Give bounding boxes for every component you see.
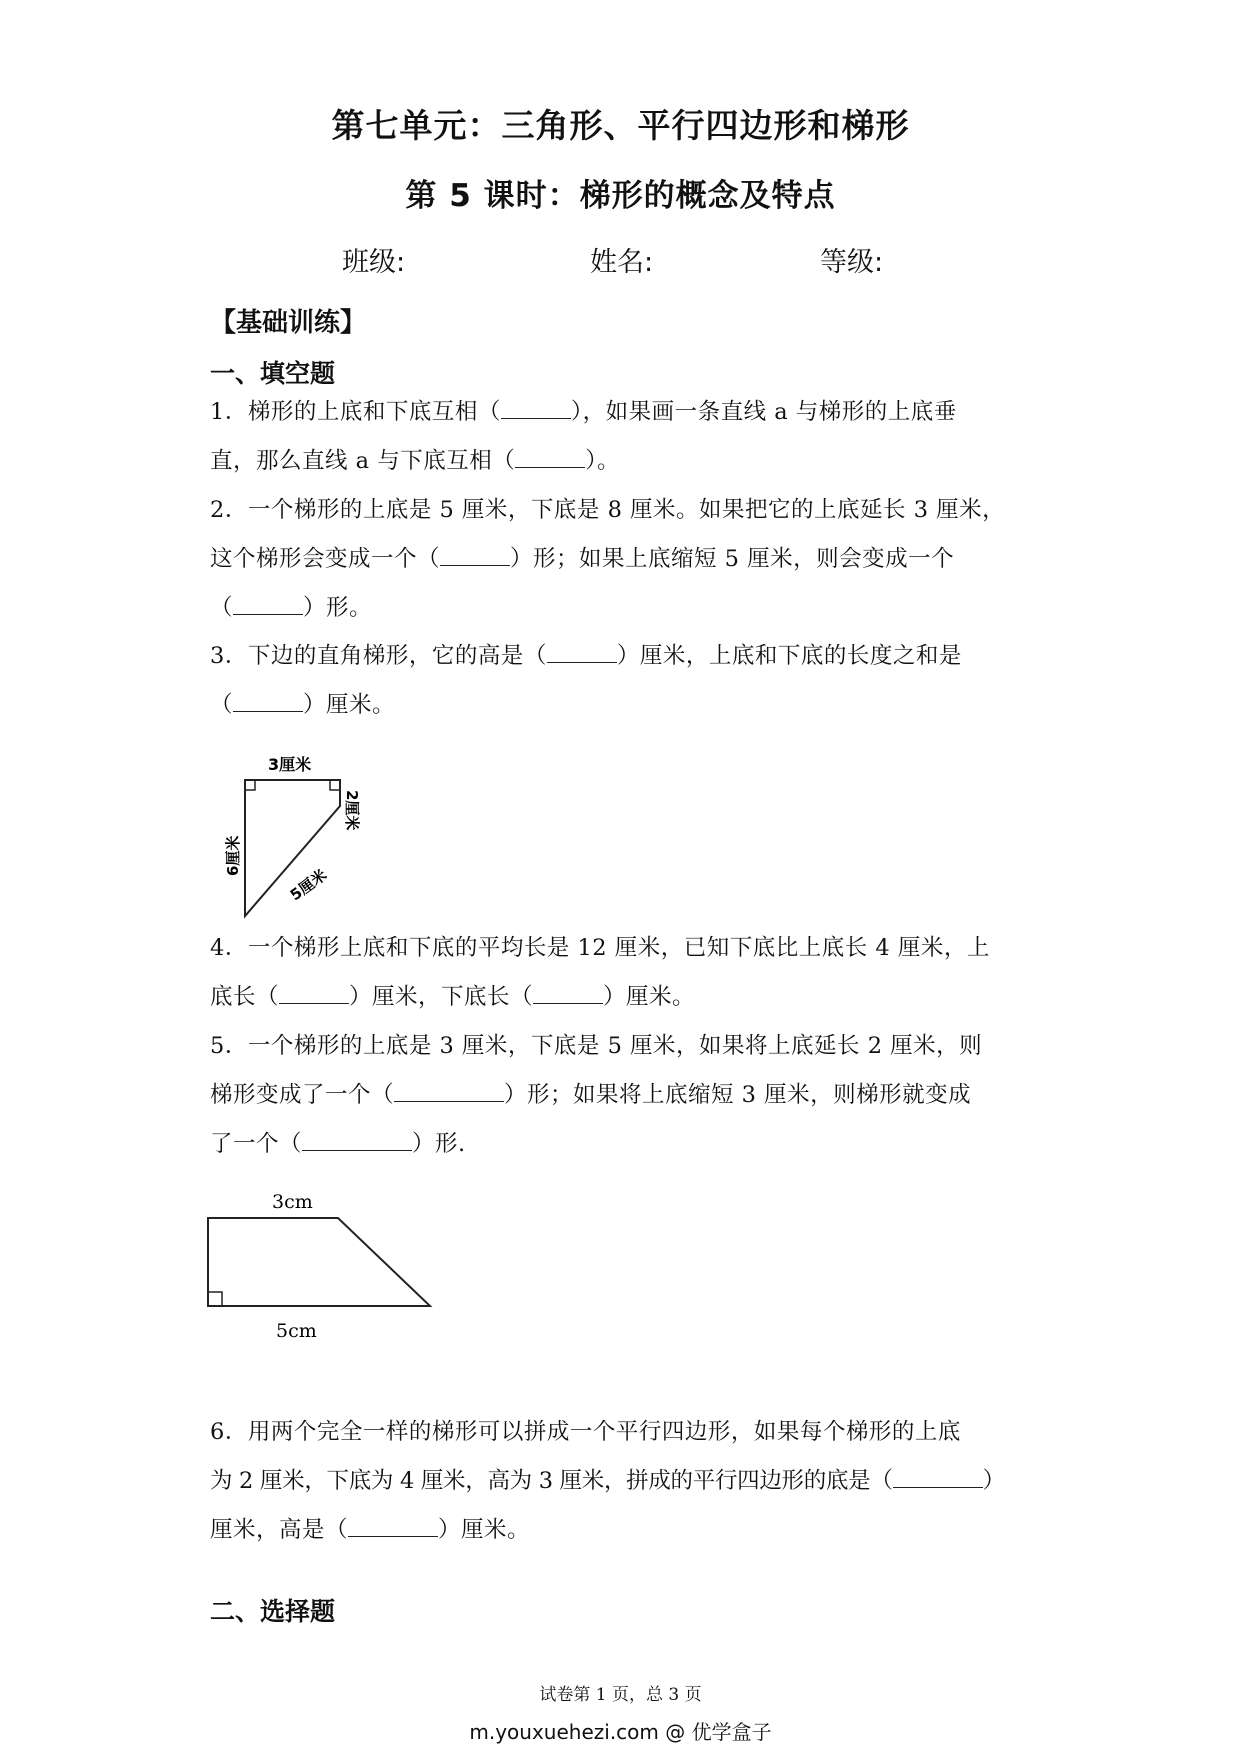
q3-text-d: ）厘米。 xyxy=(303,692,396,718)
label-bottom-5cm: 5cm xyxy=(276,1320,317,1340)
q3-blank-2[interactable] xyxy=(233,689,303,713)
q4-text-b: 底长（ xyxy=(210,984,280,1010)
section-fill-in: 一、填空题 xyxy=(210,359,336,388)
q4-blank-1[interactable] xyxy=(279,981,349,1005)
question-6 xyxy=(210,1408,1040,1555)
q6-text-a: 6．用两个完全一样的梯形可以拼成一个平行四边形，如果每个梯形的上底 xyxy=(210,1419,961,1445)
q4-text-c: ）厘米，下底长（ xyxy=(349,984,534,1010)
q2-text-d: （ xyxy=(210,595,234,621)
q5-text-e: ）形. xyxy=(412,1131,466,1157)
q1-blank-1[interactable] xyxy=(501,396,571,420)
label-slant-5cm: 5厘米 xyxy=(286,865,331,905)
q4-text-a: 4．一个梯形上底和下底的平均长是 12 厘米，已知下底比上底长 4 厘米，上 xyxy=(210,935,990,961)
q5-text-a: 5．一个梯形的上底是 3 厘米，下底是 5 厘米，如果将上底延长 2 厘米，则 xyxy=(210,1033,983,1059)
trapezoid-cm-outline xyxy=(208,1218,430,1306)
q3-blank-1[interactable] xyxy=(547,640,617,664)
question-5 xyxy=(210,1022,1040,1169)
q2-text-a: 2．一个梯形的上底是 5 厘米，下底是 8 厘米。如果把它的上底延长 3 厘米， xyxy=(210,497,1006,523)
q5-text-d: 了一个（ xyxy=(210,1131,303,1157)
q5-blank-1[interactable] xyxy=(394,1079,504,1103)
right-trapezoid-figure xyxy=(210,748,390,920)
lesson-subtitle: 第 5 课时：梯形的概念及特点 xyxy=(405,178,836,214)
name-label: 姓名: xyxy=(590,247,654,278)
question-2 xyxy=(210,486,1040,633)
right-angle-mark-left xyxy=(245,780,255,790)
q5-text-c: ）形；如果将上底缩短 3 厘米，则梯形就变成 xyxy=(504,1082,972,1108)
label-left-6cm: 6厘米 xyxy=(224,835,242,876)
q6-text-d: 厘米，高是（ xyxy=(210,1517,349,1543)
q5-blank-2[interactable] xyxy=(302,1128,412,1152)
q2-text-e: ）形。 xyxy=(303,595,373,621)
q2-text-b: 这个梯形会变成一个（ xyxy=(210,546,441,572)
label-top-3cm: 3厘米 xyxy=(268,755,312,774)
q6-blank-1[interactable] xyxy=(893,1465,983,1489)
trapezoid-cm-figure xyxy=(200,1180,450,1340)
right-angle-mark-right xyxy=(330,780,340,790)
label-top-3cm: 3cm xyxy=(272,1191,313,1213)
q3-text-a: 3．下边的直角梯形，它的高是（ xyxy=(210,643,547,669)
question-3 xyxy=(210,632,1040,730)
grade-label: 等级: xyxy=(820,247,884,278)
section-multiple-choice: 二、选择题 xyxy=(210,1597,336,1626)
question-4 xyxy=(210,924,1040,1022)
q2-blank-1[interactable] xyxy=(440,543,510,567)
question-1 xyxy=(210,388,1040,486)
q1-text-c: 直，那么直线 a 与下底互相（ xyxy=(210,448,516,474)
q2-blank-2[interactable] xyxy=(233,592,303,616)
q5-text-b: 梯形变成了一个（ xyxy=(210,1082,395,1108)
page-footer: 试卷第 1 页，总 3 页 xyxy=(539,1685,702,1705)
section-basic-training: 【基础训练】 xyxy=(210,308,367,338)
label-right-2cm: 2厘米 xyxy=(343,790,361,831)
q3-text-b: ）厘米，上底和下底的长度之和是 xyxy=(616,643,962,669)
q1-text-a: 1．梯形的上底和下底互相（ xyxy=(210,399,501,425)
watermark: m.youxuehezi.com @ 优学盒子 xyxy=(469,1720,772,1744)
q3-text-c: （ xyxy=(210,692,234,718)
class-label: 班级: xyxy=(342,247,406,278)
q6-text-e: ）厘米。 xyxy=(438,1517,531,1543)
q6-text-c: ） xyxy=(982,1468,1005,1494)
q1-text-b: ），如果画一条直线 a 与梯形的上底垂 xyxy=(570,399,957,425)
q4-blank-2[interactable] xyxy=(533,981,603,1005)
q2-text-c: ）形；如果上底缩短 5 厘米，则会变成一个 xyxy=(510,546,955,572)
q6-blank-2[interactable] xyxy=(348,1514,438,1538)
q1-blank-2[interactable] xyxy=(515,445,585,469)
page-title: 第七单元：三角形、平行四边形和梯形 xyxy=(331,106,910,145)
q1-text-d: ）。 xyxy=(585,448,620,474)
q4-text-d: ）厘米。 xyxy=(603,984,696,1010)
q6-text-b: 为 2 厘米，下底为 4 厘米，高为 3 厘米，拼成的平行四边形的底是（ xyxy=(210,1468,893,1494)
right-angle-mark xyxy=(208,1292,222,1306)
